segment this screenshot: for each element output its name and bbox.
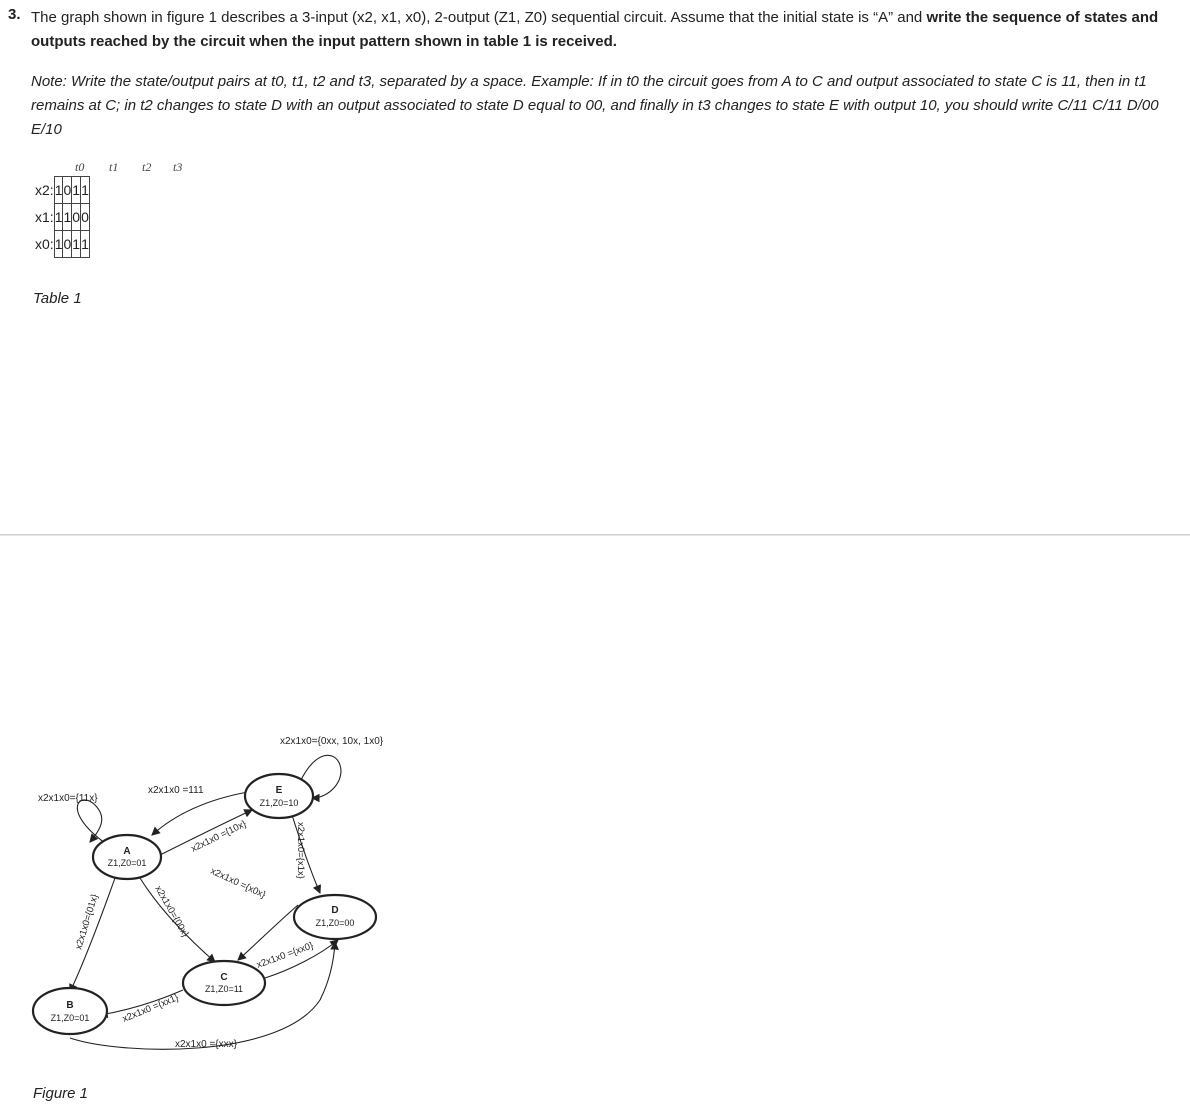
transition-a-self	[77, 800, 105, 843]
figure-caption: Figure 1	[33, 1085, 89, 1102]
table-row	[29, 204, 89, 231]
state-d-output: Z1,Z0=00	[315, 918, 355, 928]
state-a-output: Z1,Z0=01	[107, 858, 147, 868]
state-c	[183, 961, 265, 1005]
table-row	[29, 231, 89, 258]
state-b-output: Z1,Z0=01	[50, 1013, 90, 1023]
table-cell: 1	[54, 204, 63, 231]
table-cell: 1	[63, 204, 72, 231]
table-cell: 1	[81, 177, 90, 204]
table-cell: 1	[72, 177, 81, 204]
label-c-to-b: x2x1x0 ={xx1}	[121, 992, 181, 1025]
state-d	[294, 895, 376, 939]
state-a-name: A	[123, 846, 131, 857]
label-e-to-d: x2x1x0={x1x}	[295, 822, 306, 879]
label-a-to-e: x2x1x0 ={10x}	[189, 818, 249, 855]
table-cell: 1	[54, 231, 63, 258]
label-c-to-d: x2x1x0 ={xx0}	[255, 940, 315, 971]
label-b-to-d: x2x1x0 ={xxx}	[175, 1039, 237, 1050]
state-a	[93, 835, 161, 879]
state-c-name: C	[220, 972, 228, 983]
label-a-to-b: x2x1x0={01x}	[73, 892, 101, 951]
state-d-name: D	[331, 905, 339, 916]
question-number: 3.	[8, 6, 21, 23]
label-a-self: x2x1x0={11x}	[38, 793, 98, 804]
label-a-to-c: x2x1x0={00x}	[152, 884, 191, 940]
question-intro-bold: write the sequence of states and outputs reached by the circuit when the input pattern shown in table 1 is received.	[31, 9, 1159, 50]
input-pattern-table	[29, 176, 90, 258]
table-cell: 0	[63, 177, 72, 204]
label-e-to-a: x2x1x0 =111	[148, 785, 204, 796]
table-row	[29, 177, 89, 204]
state-e-name: E	[275, 785, 283, 796]
state-e-output: Z1,Z0=10	[259, 798, 299, 808]
row-label: x1:	[35, 209, 54, 225]
table-cell: 0	[81, 204, 90, 231]
question-note: Note: Write the state/output pairs at t0, t1, t2 and t3, separated by a space. Example: If in t0 the circuit goes from A to C and output associated to state C is 11, then in t1 remains at C; in t2 changes to state D with an output associated to state D equal to 00, and finally in t3 changes to state E with output 10, you should write C/11 C/11 D/00 E/10	[31, 73, 1159, 138]
table-cell: 0	[72, 204, 81, 231]
table-cell: 1	[72, 231, 81, 258]
question-intro-text: The graph shown in figure 1 describes a 3-input (x2, x1, x0), 2-output (Z1, Z0) sequential circuit. Assume that the initial state is “A” and	[31, 9, 927, 26]
table-cell: 0	[63, 231, 72, 258]
table-cell: 1	[54, 177, 63, 204]
state-c-output: Z1,Z0=11	[204, 984, 244, 994]
label-d-to-c: x2x1x0 ={x0x}	[208, 865, 268, 901]
row-label: x0:	[35, 236, 54, 252]
row-label: x2:	[35, 182, 54, 198]
time-label: t2	[142, 160, 152, 174]
state-diagram	[0, 560, 420, 1080]
time-label: t1	[109, 160, 119, 174]
table-cell: 1	[81, 231, 90, 258]
state-e	[245, 774, 313, 818]
question-intro	[31, 6, 1176, 54]
section-divider	[0, 534, 1190, 536]
time-label: t3	[173, 160, 183, 174]
state-b-name: B	[66, 1000, 74, 1011]
table-caption: Table 1	[33, 290, 82, 307]
time-label: t0	[75, 160, 85, 174]
label-e-self: x2x1x0={0xx, 10x, 1x0}	[280, 736, 384, 747]
state-b	[33, 988, 107, 1034]
